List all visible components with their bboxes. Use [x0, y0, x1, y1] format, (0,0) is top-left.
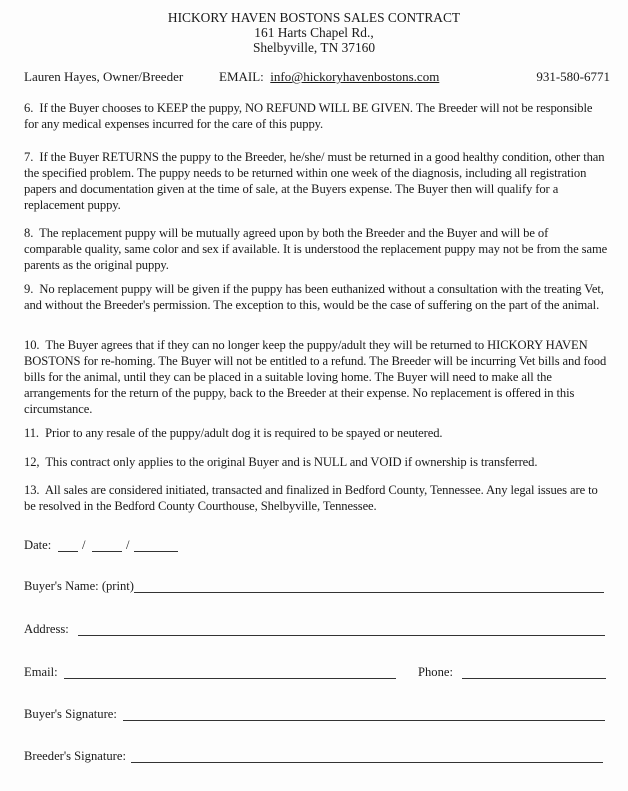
clause-number: 9.	[24, 282, 34, 296]
email-input[interactable]	[64, 678, 396, 679]
document-header	[0, 10, 628, 55]
breeder-signature-field	[24, 749, 608, 765]
breeder-signature-input[interactable]	[131, 762, 603, 763]
date-day-input[interactable]	[92, 551, 122, 552]
buyer-signature-field	[24, 707, 608, 723]
clause-11	[24, 425, 608, 441]
clause-10	[24, 337, 608, 417]
clause-number: 11.	[24, 426, 39, 440]
address-line-2: Shelbyville, TN 37160	[252, 40, 376, 55]
phone-input[interactable]	[462, 678, 606, 679]
buyer-name-input[interactable]	[134, 592, 604, 593]
clause-9	[24, 281, 608, 313]
clause-number: 13.	[24, 483, 40, 497]
address-field	[24, 622, 608, 638]
date-label: Date:	[24, 538, 52, 552]
clause-text: This contract only applies to the original Buyer and is NULL and VOID if ownership is transferred.	[45, 455, 538, 469]
clause-6	[24, 100, 608, 132]
clause-text: All sales are considered initiated, transacted and finalized in Bedford County, Tennessee. Any legal issues are to be resolved in the Bedford County Courthouse, Shelbyville, Tennessee.	[24, 483, 598, 513]
owner-name: Lauren Hayes, Owner/Breeder	[24, 69, 184, 84]
address-line-1: 161 Harts Chapel Rd.,	[254, 25, 374, 40]
clause-text: If the Buyer RETURNS the puppy to the Breeder, he/she/ must be returned in a good healthy condition, other than the specified problem. The puppy needs to be returned within one week of the diagnosis, including all registration papers and documentation given at the time of sale, at the Buyers expense. The Buyer then will qualify for a replacement puppy.	[24, 150, 605, 212]
breeder-signature-label: Breeder's Signature:	[24, 749, 126, 763]
clause-text: If the Buyer chooses to KEEP the puppy, NO REFUND WILL BE GIVEN. The Breeder will not be responsible for any medical expenses incurred for the care of this puppy.	[24, 101, 593, 131]
email-block	[219, 69, 439, 85]
buyer-name-label: Buyer's Name: (print)	[24, 579, 134, 593]
buyer-name-field	[24, 579, 608, 595]
address-label: Address:	[24, 622, 69, 636]
clause-13	[24, 482, 608, 514]
phone-label: Phone:	[418, 665, 453, 679]
buyer-signature-label: Buyer's Signature:	[24, 707, 117, 721]
address-input[interactable]	[78, 635, 605, 636]
date-separator: /	[82, 538, 86, 552]
date-separator: /	[126, 538, 130, 552]
buyer-signature-input[interactable]	[123, 720, 605, 721]
clause-text: The replacement puppy will be mutually agreed upon by both the Breeder and the Buyer and will be of comparable quality, same color and sex if available. It is understood the replacement puppy may not be from the same parents as the original puppy.	[24, 226, 608, 272]
clause-text: Prior to any resale of the puppy/adult dog it is required to be spayed or neutered.	[45, 426, 443, 440]
clause-12	[24, 454, 608, 470]
clause-text: The Buyer agrees that if they can no longer keep the puppy/adult they will be returned to HICKORY HAVEN BOSTONS for re-homing. The Buyer will not be entitled to a refund. The Breeder will be incurring Vet bills and food bills for the animal, until they can be placed in a suitable loving home. The Buyer will need to make all the arrangements for the return of the puppy, back to the Breeder at their expense. No replacement is offered in this circumstance.	[24, 338, 607, 416]
clause-number: 7.	[24, 150, 34, 164]
clause-8	[24, 225, 608, 273]
email-label: EMAIL:	[219, 69, 264, 84]
clause-7	[24, 149, 608, 213]
clause-number: 6.	[24, 101, 34, 115]
clause-text: No replacement puppy will be given if the puppy has been euthanized without a consultation with the treating Vet, and without the Breeder's permission. The exception to this, would be the case of suffering on the part of the animal.	[24, 282, 604, 312]
clause-number: 12,	[24, 455, 40, 469]
document-title: HICKORY HAVEN BOSTONS SALES CONTRACT	[167, 10, 461, 25]
date-month-input[interactable]	[58, 551, 78, 552]
email-label: Email:	[24, 665, 58, 679]
date-year-input[interactable]	[134, 551, 178, 552]
date-field	[24, 538, 194, 554]
clause-number: 8.	[24, 226, 34, 240]
phone-number: 931-580-6771	[536, 69, 610, 84]
clause-number: 10.	[24, 338, 40, 352]
email-phone-row	[24, 665, 608, 681]
email-link[interactable]: info@hickoryhavenbostons.com	[270, 69, 440, 84]
